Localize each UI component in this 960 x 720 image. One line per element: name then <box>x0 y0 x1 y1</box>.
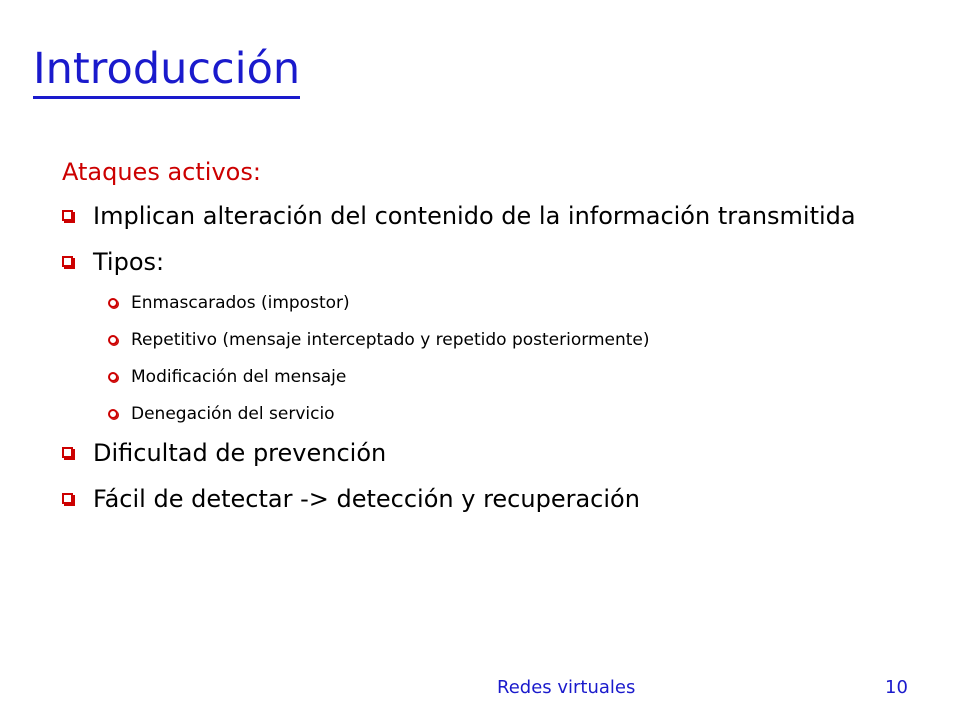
circle-bullet-icon <box>108 372 118 382</box>
page-number: 10 <box>885 677 908 698</box>
sub-bullet-text: Modificación del mensaje <box>131 367 347 387</box>
bullet-text: Implican alteración del contenido de la información transmitida <box>93 202 856 230</box>
sub-bullet-text: Enmascarados (impostor) <box>131 293 350 313</box>
square-bullet-icon <box>62 447 73 458</box>
slide-title: Introducción <box>33 48 300 99</box>
bullet-item <box>62 483 922 515</box>
circle-bullet-icon <box>108 298 118 308</box>
circle-bullet-icon <box>108 335 118 345</box>
square-bullet-icon <box>62 256 73 267</box>
sub-bullet-item <box>62 292 922 314</box>
bullet-text: Tipos: <box>93 248 165 276</box>
bullet-item <box>62 437 922 469</box>
sub-bullet-text: Denegación del servicio <box>131 404 335 424</box>
bullet-text: Dificultad de prevención <box>93 439 387 467</box>
sub-bullet-text: Repetitivo (mensaje interceptado y repetido posteriormente) <box>131 330 650 350</box>
square-bullet-icon <box>62 493 73 504</box>
section-heading: Ataques activos: <box>62 158 261 186</box>
circle-bullet-icon <box>108 409 118 419</box>
bullet-item <box>62 200 922 232</box>
sub-bullet-item <box>62 403 922 425</box>
bullet-list <box>62 200 922 529</box>
sub-bullet-item <box>62 366 922 388</box>
bullet-text: Fácil de detectar -> detección y recuperación <box>93 485 640 513</box>
footer-title: Redes virtuales <box>497 677 636 698</box>
square-bullet-icon <box>62 210 73 221</box>
sub-bullet-item <box>62 329 922 351</box>
bullet-item <box>62 246 922 278</box>
